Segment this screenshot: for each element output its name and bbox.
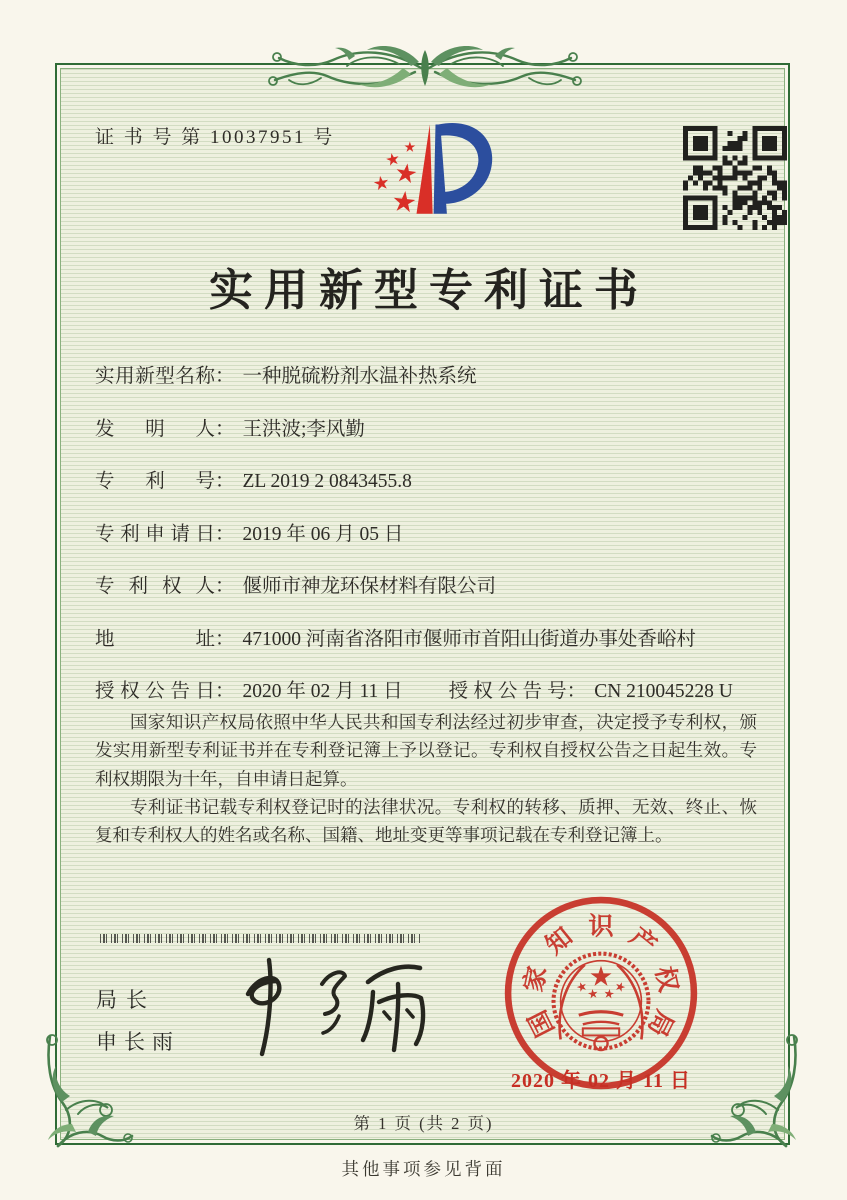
field-label: 授权公告号: [448, 681, 567, 702]
field-row-patent-number: 专利号 ： ZL 2019 2 0843455.8: [95, 465, 755, 497]
svg-text:知: 知: [540, 922, 578, 961]
field-value: CN 210045228 U: [594, 681, 733, 702]
cnipa-logo-icon: [350, 108, 502, 234]
svg-text:产: 产: [624, 922, 662, 961]
seal-date: 2020 年 02 月 11 日: [511, 1070, 691, 1092]
qr-code: [683, 126, 787, 230]
legal-paragraph: 国家知识产权局依照中华人民共和国专利法经过初步审查，决定授予专利权，颁发实用新型专利证书并在专利登记簿上予以登记。专利权自授权公告之日起生效。专利权期限为十年，自申请日起算。: [95, 712, 757, 789]
back-note: 其他事项参见背面: [341, 1159, 506, 1179]
director-name: 申长雨: [96, 1031, 180, 1054]
field-value: 2020 年 02 月 11 日: [242, 681, 403, 702]
field-value: 偃师市神龙环保材料有限公司: [242, 576, 497, 597]
field-row-address: 地址 ： 471000 河南省洛阳市偃师市首阳山街道办事处香峪村: [95, 623, 755, 655]
legal-paragraph: 专利证书记载专利权登记时的法律状况。专利权的转移、质押、无效、终止、恢复和专利权人的姓名或名称、国籍、地址变更等事项记载在专利登记簿上。: [95, 797, 757, 846]
field-value: 王洪波;李风勤: [242, 418, 365, 440]
field-value: ZL 2019 2 0843455.8: [242, 471, 412, 492]
field-label: 专利权人: [95, 576, 215, 597]
director-title: 局长: [96, 989, 156, 1012]
field-value: 2019 年 06 月 05 日: [242, 523, 404, 545]
field-label: 专利申请日: [95, 523, 215, 545]
certificate-number: 证 书 号 第 10037951 号: [95, 127, 335, 148]
svg-text:识: 识: [588, 912, 614, 941]
svg-text:国: 国: [523, 1005, 560, 1041]
top-flourish-ornament-icon: [265, 36, 585, 96]
svg-text:权: 权: [649, 963, 683, 995]
field-row-patentee: 专利权人 ： 偃师市神龙环保材料有限公司: [95, 570, 755, 602]
legal-text: [95, 708, 757, 850]
field-value: 一种脱硫粉剂水温补热系统: [242, 366, 477, 387]
certificate-fields: [95, 360, 755, 728]
field-row-inventor: 发明人 ： 王洪波;李风勤: [95, 413, 755, 445]
field-row-utility-model-name: 实用新型名称 ： 一种脱硫粉剂水温补热系统: [95, 360, 755, 392]
field-label: 发明人: [95, 418, 215, 440]
page-indicator: 第 1 页 (共 2 页): [353, 1114, 494, 1133]
field-row-grant-date: 授权公告日 ： 2020 年 02 月 11 日 授权公告号 ： CN 210045228 U: [95, 675, 755, 707]
field-row-filing-date: 专利申请日 ： 2019 年 06 月 05 日: [95, 518, 755, 550]
field-label: 专利号: [95, 471, 215, 492]
svg-text:局: 局: [642, 1005, 679, 1041]
certificate-title: 实用新型专利证书: [209, 266, 649, 315]
field-value: 471000 河南省洛阳市偃师市首阳山街道办事处香峪村: [242, 628, 696, 650]
corner-flourish-icon: [708, 1032, 808, 1152]
svg-text:家: 家: [519, 963, 553, 995]
field-label: 地址: [95, 628, 215, 650]
field-label: 授权公告日: [95, 681, 215, 702]
director-signature-icon: [222, 940, 457, 1068]
field-label: 实用新型名称: [95, 366, 215, 387]
field-row-gazette-number: 授权公告号 ： CN 210045228 U: [449, 675, 733, 703]
